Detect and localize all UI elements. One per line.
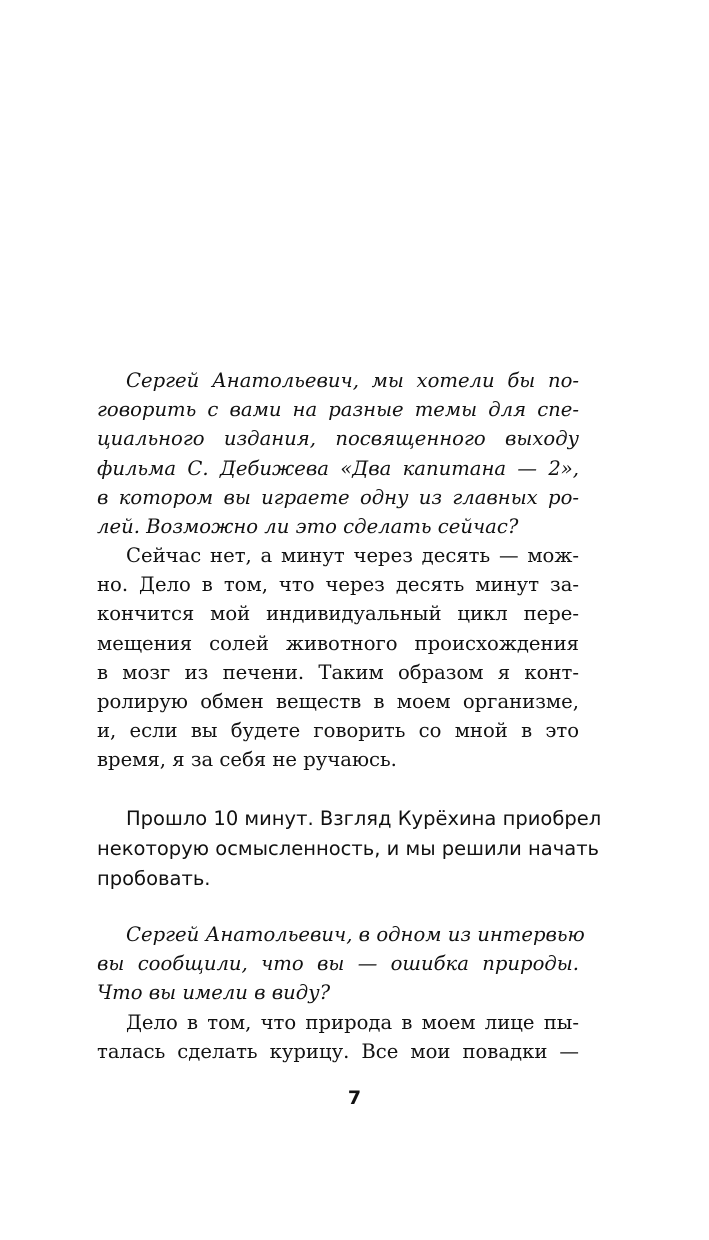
text-line: в мозг из печени. Таким образом я конт- — [97, 660, 579, 684]
text-line: лей. Возможно ли это сделать сейчас? — [97, 514, 519, 538]
text-line: время, я за себя не ручаюсь. — [97, 748, 397, 772]
text-line: и, если вы будете говорить со мной в это — [97, 719, 579, 743]
text-line: Прошло 10 минут. Взгляд Курёхина приобрел — [126, 807, 602, 830]
text-line: некоторую осмысленность, и мы решили начать — [97, 837, 600, 861]
text-line: Сергей Анатольевич, в одном из интервью — [126, 923, 585, 946]
question-paragraph-2 — [97, 920, 585, 1008]
text-line: но. Дело в том, что через десять минут за- — [97, 573, 579, 597]
text-line: в котором вы играете одну из главных ро- — [97, 485, 579, 509]
text-line: Дело в том, что природа в моем лице пы- — [126, 1011, 579, 1034]
text-line: пробовать. — [97, 867, 211, 891]
question-paragraph-1 — [97, 366, 579, 541]
page-number: 7 — [347, 1087, 362, 1109]
text-line: мещения солей животного происхождения — [97, 631, 579, 655]
answer-paragraph-2 — [97, 1008, 579, 1066]
text-line: талась сделать курицу. Все мои повадки — — [97, 1040, 579, 1064]
text-line: говорить с вами на разные темы для спе- — [97, 398, 579, 422]
answer-paragraph-1 — [97, 541, 579, 775]
text-line: ролирую обмен веществ в моем организме, — [97, 689, 579, 713]
text-line: вы сообщили, что вы — ошибка природы. — [97, 952, 579, 976]
text-line: фильма С. Дебижева «Два капитана — 2», — [97, 456, 579, 480]
text-line: Что вы имели в виду? — [97, 981, 331, 1005]
narration-paragraph — [97, 804, 602, 895]
text-line: Сейчас нет, а минут через десять — мож- — [126, 544, 579, 567]
text-line: кончится мой индивидуальный цикл пере- — [97, 602, 579, 626]
text-line: Сергей Анатольевич, мы хотели бы по- — [126, 369, 579, 392]
text-line: циального издания, посвященного выходу — [97, 427, 579, 451]
